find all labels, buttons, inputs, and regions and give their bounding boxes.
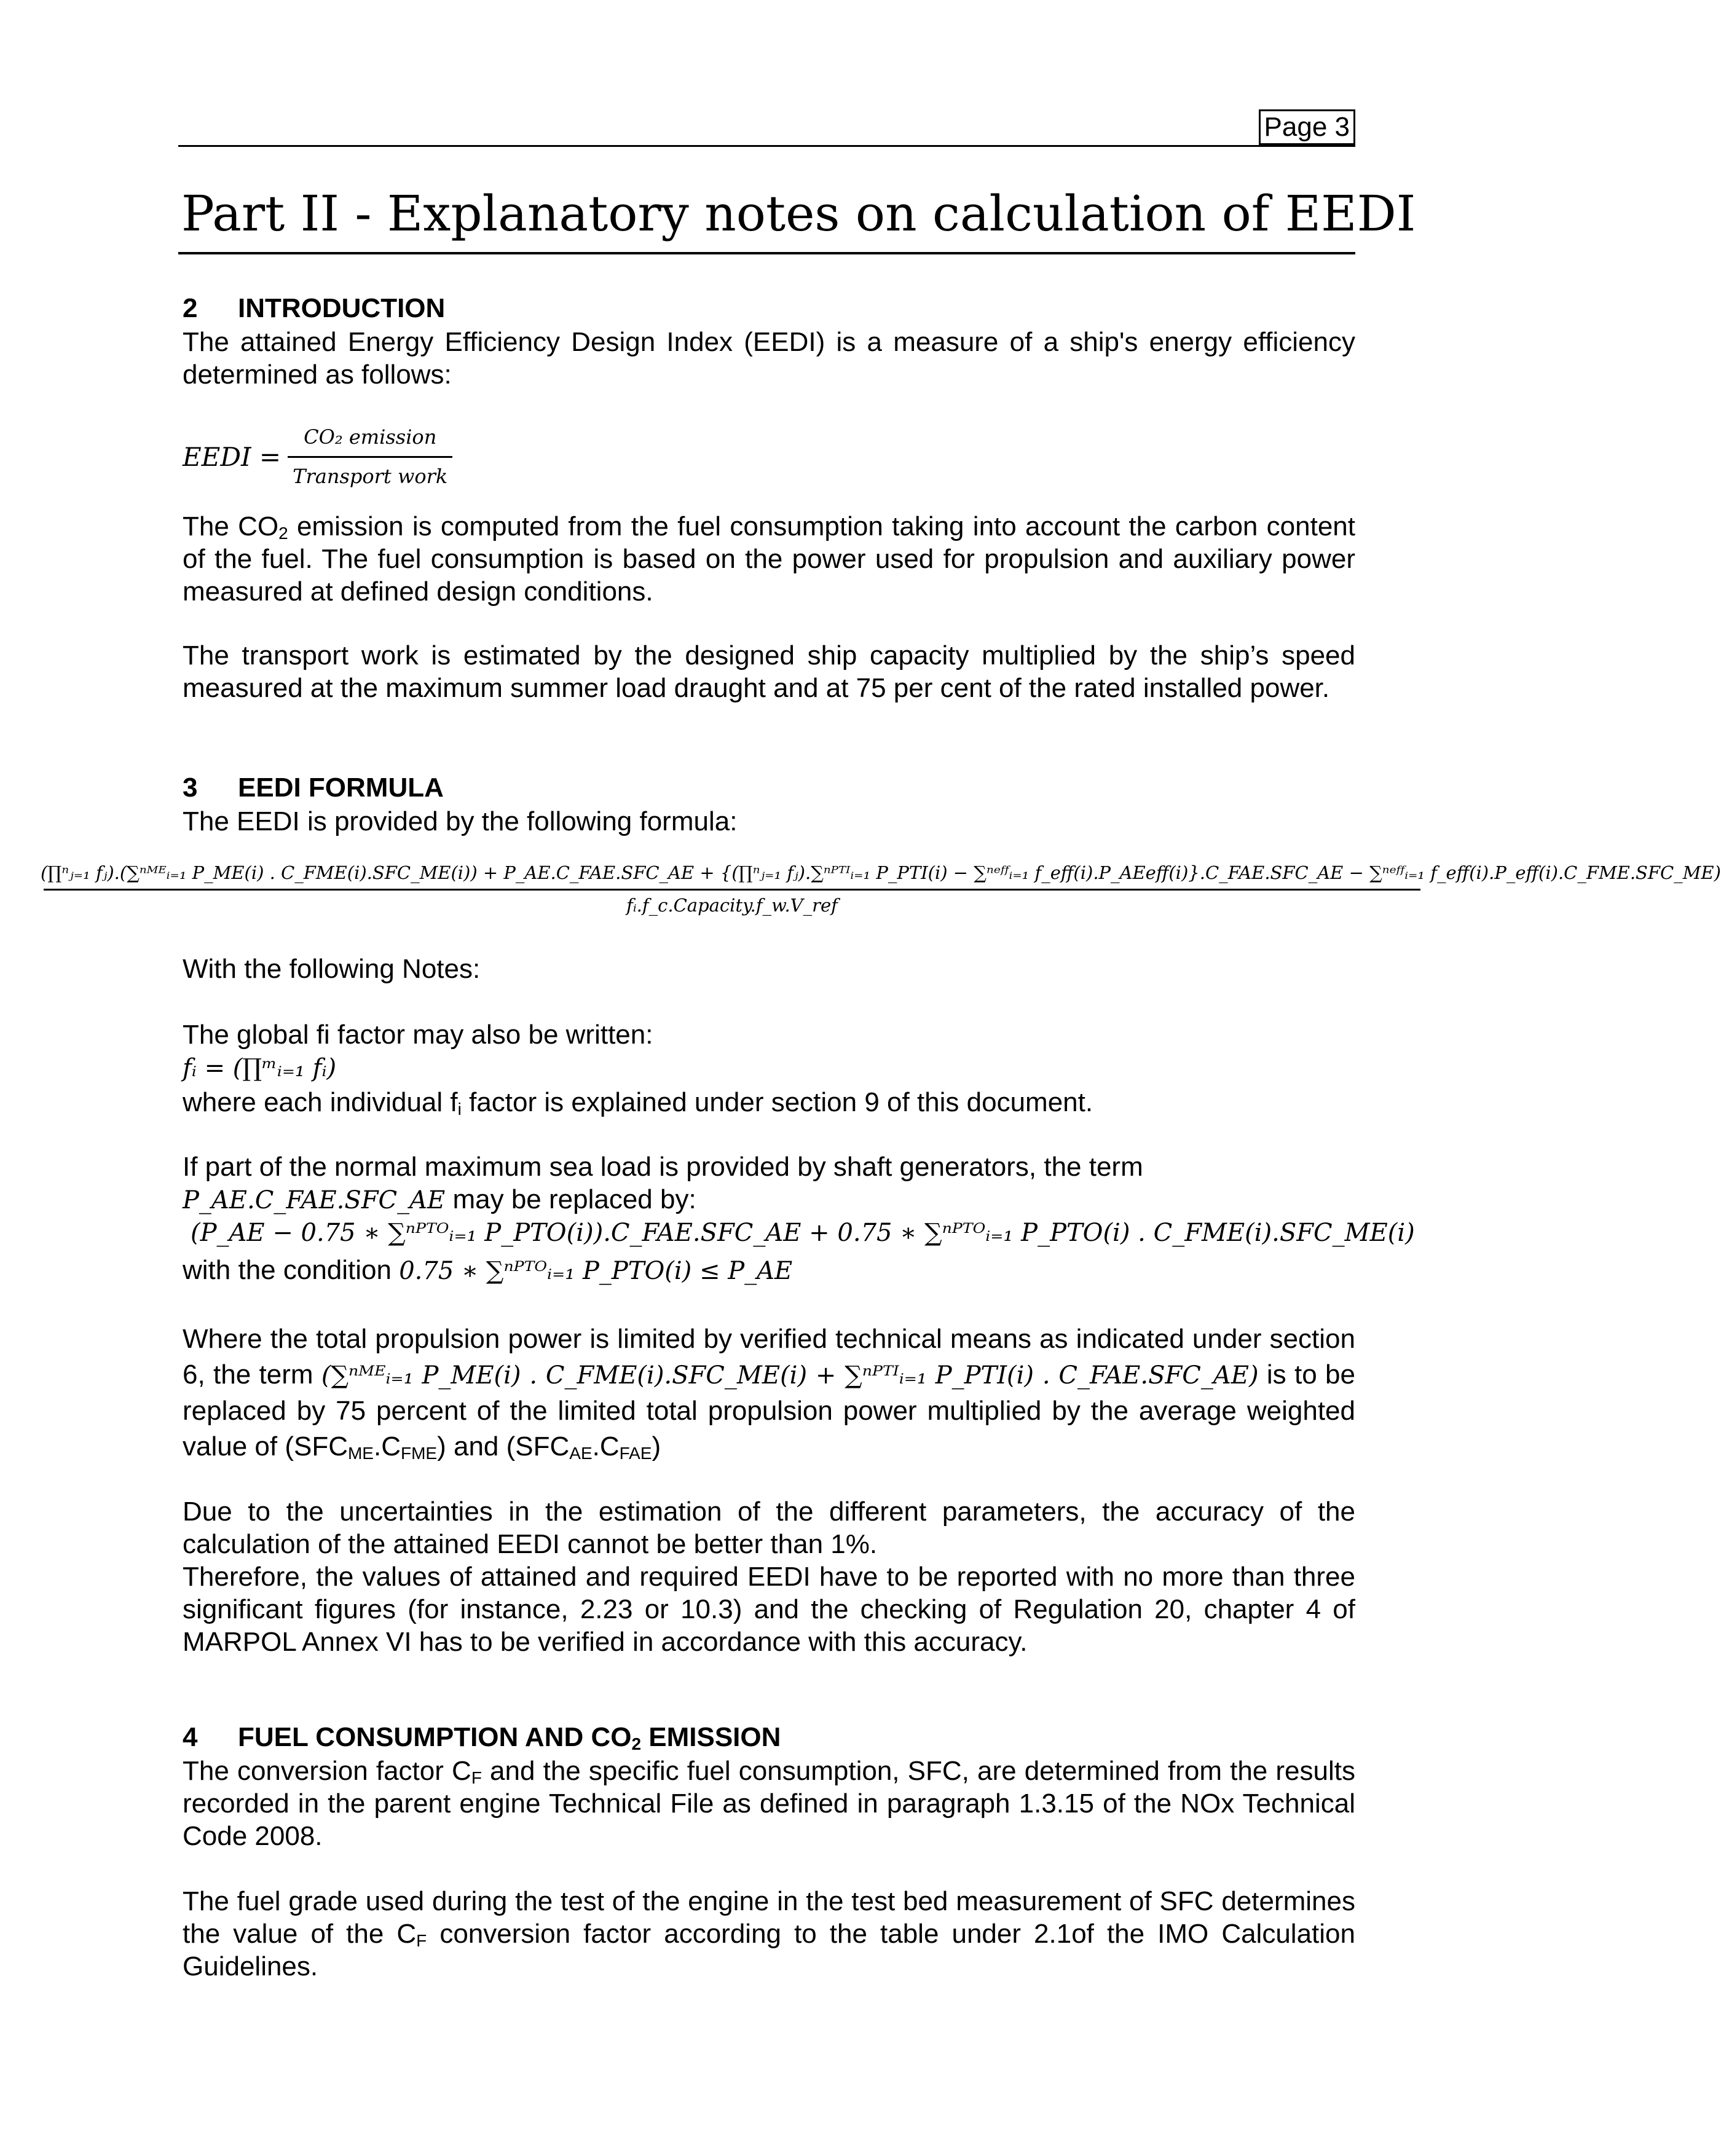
page-title: Part II - Explanatory notes on calculation of EEDI (181, 185, 1416, 242)
text: is to be replaced by 75 percent of the limited total propulsion power multiplied by the average weighted value of (SFC (183, 1359, 1355, 1462)
shaft-generator-intro: If part of the normal maximum sea load is provided by shaft generators, the term (183, 1152, 1143, 1182)
shaft-replacement-equation: (P_AE − 0.75 ∗ ∑ⁿᴾᵀᴼᵢ₌₁ P_PTO(i)).C_FAE.SFC_AE + 0.75 ∗ ∑ⁿᴾᵀᴼᵢ₌₁ P_PTO(i) . C_FME(i).SFC_ME(i) (191, 1219, 1415, 1247)
equation-lhs: EEDI = (183, 442, 282, 472)
eedi-formula (41, 860, 1721, 918)
accuracy-paragraph: Due to the uncertainties in the estimation of the different parameters, the accuracy of the calculation of the attained EEDI cannot be better than 1%. (183, 1497, 1355, 1559)
significant-figures-paragraph: Therefore, the values of attained and required EEDI have to be reported with no more than three significant figures (for instance, 2.23 or 10.3) and the checking of Regulation 20, chapter 4 of MARPOL Annex VI has to be verified in accordance with this accuracy. (183, 1562, 1355, 1657)
eedi-definition-equation (183, 421, 1355, 493)
fuel-grade-paragraph (183, 1885, 1355, 1983)
fi-explanation (183, 1086, 1355, 1119)
text: The CO (183, 511, 279, 541)
section-title: EEDI FORMULA (238, 773, 444, 803)
text: ) (652, 1431, 661, 1462)
text: with the condition (183, 1255, 400, 1285)
text: .C (592, 1431, 620, 1462)
transport-work-paragraph: The transport work is estimated by the designed ship capacity multiplied by the ship’s speed measured at the maximum summer load draught and at 75 per cent of the rated installed power. (183, 640, 1355, 703)
text: emission is computed from the fuel consumption taking into account the carbon content of the fuel. The fuel consumption is based on the power used for propulsion and auxiliary power measured at defined design conditions. (183, 511, 1356, 607)
formula-numerator: (∏ⁿⱼ₌₁ fⱼ).(∑ⁿᴹᴱᵢ₌₁ P_ME(i) . C_FME(i).SFC_ME(i)) + P_AE.C_FAE.SFC_AE + {(∏ⁿⱼ₌₁ fⱼ).∑ⁿᴾᵀᴵᵢ₌₁ P_PTI(i) − ∑ⁿᵉᶠᶠᵢ₌₁ f_eff(i).P_AEeff(i)}.C_FAE.SFC_AE − ∑ⁿᵉᶠᶠᵢ₌₁ f_eff(i).P_eff(i).C_FME.SFC_ME) (41, 862, 1721, 883)
text: and the specific fuel consumption, SFC, are determined from the results recorded in the parent engine Technical File as defined in paragraph 1.3.15 of the NOx Technical Code 2008. (183, 1756, 1355, 1851)
condition-equation: 0.75 ∗ ∑ⁿᴾᵀᴼᵢ₌₁ P_PTO(i) ≤ P_AE (399, 1257, 793, 1285)
subscript: ME (347, 1444, 374, 1463)
section-number: 2 (183, 293, 198, 323)
subscript: AE (569, 1444, 593, 1463)
equation-numerator: CO₂ emission (304, 425, 437, 449)
subscript: FAE (619, 1444, 652, 1463)
subscript: FME (400, 1444, 438, 1463)
formula-denominator: fᵢ.f_c.Capacity.f_w.V_ref (626, 895, 838, 916)
section-2-heading (183, 292, 1355, 325)
text: .C (373, 1431, 401, 1462)
fi-intro: The global fi factor may also be written: (183, 1020, 653, 1050)
section-title: INTRODUCTION (238, 293, 446, 323)
fi-equation: fᵢ = (∏ᵐᵢ₌₁ fᵢ) (183, 1054, 337, 1082)
co2-paragraph (183, 510, 1355, 608)
text: conversion factor according to the table under 2.1of the IMO Calculation Guidelines. (183, 1919, 1355, 1981)
notes-label: With the following Notes: (183, 954, 481, 984)
section-number: 4 (183, 1722, 198, 1752)
section-2-intro: The attained Energy Efficiency Design Index (EEDI) is a measure of a ship's energy efficiency determined as follows: (183, 327, 1355, 390)
section-number: 3 (183, 773, 198, 803)
text: The conversion factor C (183, 1756, 471, 1786)
text: factor is explained under section 9 of this document. (461, 1087, 1093, 1117)
section-title: FUEL CONSUMPTION AND CO (238, 1722, 632, 1752)
page-number-label: Page 3 (1259, 109, 1355, 145)
text: where each individual f (183, 1087, 458, 1117)
header-rule (178, 145, 1355, 147)
subscript: 2 (631, 1734, 642, 1753)
title-rule (178, 252, 1355, 254)
inline-equation: (∑ⁿᴹᴱᵢ₌₁ P_ME(i) . C_FME(i).SFC_ME(i) + ∑ⁿᴾᵀᴵᵢ₌₁ P_PTI(i) . C_FAE.SFC_AE) (321, 1361, 1259, 1390)
text: Where the total propulsion power is limited by verified technical means as indicated under section 6, the term (183, 1324, 1355, 1390)
formula-intro: The EEDI is provided by the following formula: (183, 806, 738, 836)
subscript: 2 (278, 524, 288, 543)
shaft-condition-line (183, 1254, 1355, 1288)
section-3-heading (183, 771, 1355, 804)
subscript: i (457, 1100, 462, 1119)
equation-denominator: Transport work (288, 456, 452, 493)
text: The fuel grade used during the test of the engine in the test bed measurement of SFC determines the value of the C (183, 1886, 1355, 1949)
subscript: F (416, 1931, 427, 1950)
conversion-factor-paragraph (183, 1755, 1355, 1852)
text: ) and (SFC (437, 1431, 570, 1462)
section-4-heading (183, 1721, 1355, 1753)
subscript: F (471, 1768, 482, 1787)
shaft-term-line (183, 1183, 1355, 1217)
section-title: EMISSION (641, 1722, 781, 1752)
shaft-term: P_AE.C_FAE.SFC_AE (183, 1186, 446, 1214)
limited-power-paragraph (183, 1321, 1355, 1465)
text: may be replaced by: (445, 1184, 696, 1214)
equation-fraction (288, 421, 452, 493)
